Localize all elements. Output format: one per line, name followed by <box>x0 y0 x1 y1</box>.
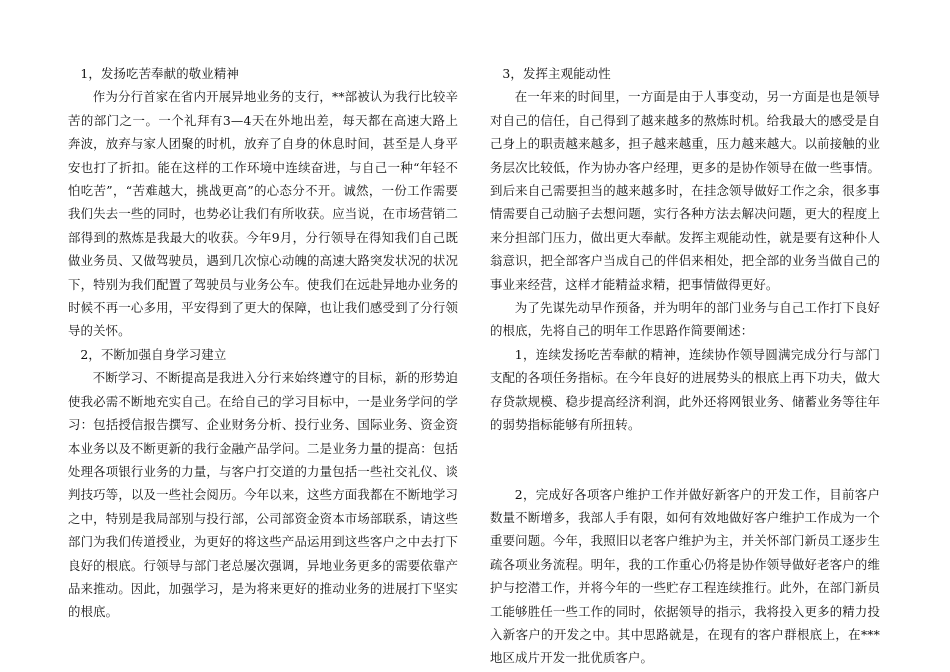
right-column <box>490 62 880 670</box>
section-heading-3: 3，发挥主观能动性 <box>502 66 611 81</box>
plan-point-1: 1，连续发扬吃苦奉献的精神，连续协作领导圆满完成分行与部门支配的各项任务指标。在今年良好的进展势头的根底上再下功夫，做大存贷款规模、稳步提高经济利润，此外还将网银业务、储蓄业务等往年的弱势指标能够有所扭转。 <box>490 346 880 433</box>
section-paragraph-3: 在一年来的时间里，一方面是由于人事变动，另一方面是也是领导对自己的信任，自己得到了越来越多的熬炼时机。给我最大的感受是自己身上的职责越来越多，担子越来越重，压力越来越大。以前接触的业务层次比较低，作为协办客户经理，更多的是协作领导在做一些事情。到后来自己需要担当的越来越多时，在挂念领导做好工作之余，很多事情需要自己动脑子去想问题，实行各种方法去解决问题，更大的程度上来分担部门压力，做出更大奉献。发挥主观能动性，就是要有这种仆人翁意识，把全部客户当成自己的伴侣来相处，把全部的业务当做自己的事业来经营，这样才能精益求精，把事情做得更好。 <box>490 89 880 292</box>
left-column <box>68 62 458 624</box>
section-heading-1: 1，发扬吃苦奉献的敬业精神 <box>80 66 239 81</box>
section-paragraph-1: 作为分行首家在省内开展异地业务的支行，**部被认为我行比较辛苦的部门之一。一个礼拜有3—4天在外地出差，每天都在高速大路上奔波，放弃与家人团聚的时机，放弃了自身的休息时间，甚至是人身平安也打了折扣。能在这样的工作环境中连续奋进，与自己一种“年轻不怕吃苦”，“苦难越大，挑战更高”的心态分不开。诚然，一份工作需要我们失去一些的同时，也势必让我们有所收获。应当说，在市场营销二部得到的熬炼是我最大的收获。今年9月，分行领导在得知我们自己既做业务员、又做驾驶员，遇到几次惊心动魄的高速大路突发状况的状况下，特别为我们配置了驾驶员与业务公车。使我们在远赴异地办业务的时候不再一心多用，平安得到了更大的保障，也让我们感受到了分行领导的关怀。 <box>68 89 458 339</box>
section-paragraph-2: 不断学习、不断提高是我进入分行来始终遵守的目标，新的形势迫使我必需不断地充实自己。在给自己的学习目标中，一是业务学问的学习：包括授信报告撰写、企业财务分析、投行业务、国际业务、资金资本业务以及不断更新的我行金融产品学问。二是业务力量的提高：包括处理各项银行业务的力量，与客户打交道的力量包括一些社交礼仪、谈判技巧等，以及一些社会阅历。今年以来，这些方面我都在不断地学习之中，特别是我局部别与投行部，公司部资金资本市场部联系，请这些部门为我们传道授业，为更好的将这些产品运用到这些客户之中去打下良好的根底。行领导与部门老总屡次强调，异地业务更多的需要依靠产品来推动。因此，加强学习，是为将来更好的推动业务的进展打下坚实的根底。 <box>68 370 458 620</box>
paragraph-gap <box>490 437 880 483</box>
plan-point-2: 2，完成好各项客户维护工作并做好新客户的开发工作，目前客户数量不断增多，我部人手有限，如何有效地做好客户维护工作成为一个重要问题。今年，我照旧以老客户维护为主，并关怀部门新员工逐步生疏各项业务流程。明年，我的工作重心仍将是协作领导做好老客户的维护与挖潜工作，并将今年的一些贮存工程连续推行。此外，在部门新员工能够胜任一些工作的同时，依据领导的指示，我将投入更多的精力投入新客户的开发之中。其中思路就是，在现有的客户群根底上，在***地区成片开发一批优质客户。 <box>490 486 880 666</box>
section-heading-2: 2，不断加强自身学习建立 <box>80 346 227 362</box>
plan-intro-paragraph: 为了先谋先动早作预备，并为明年的部门业务与自己工作打下良好的根底，先将自己的明年工作思路作简要阐述： <box>490 300 880 339</box>
